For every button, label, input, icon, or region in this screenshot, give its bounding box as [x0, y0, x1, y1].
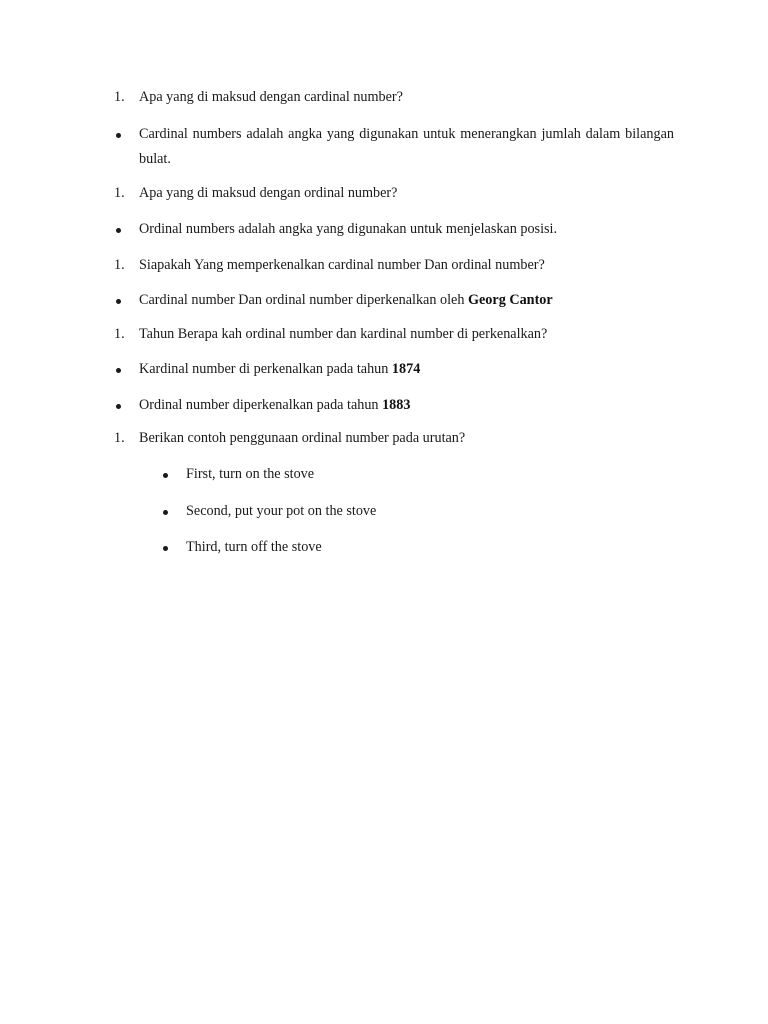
- bold-answer: 1883: [382, 397, 411, 413]
- sub-item-text: Second, put your pot on the stove: [186, 503, 377, 519]
- answer-text: Ordinal number diperkenalkan pada tahun 1883: [139, 397, 411, 413]
- sub-item-text: First, turn on the stove: [186, 466, 315, 482]
- list-number: 1.: [114, 326, 125, 342]
- answer-text: Cardinal numbers adalah angka yang digunakan untuk menerangkan jumlah dalam bilangan bulat.: [139, 126, 674, 167]
- sub-item-text: Third, turn off the stove: [186, 539, 322, 555]
- question-text: Tahun Berapa kah ordinal number dan kardinal number di perkenalkan?: [139, 326, 548, 342]
- answer-text: Cardinal number Dan ordinal number diperkenalkan oleh Georg Cantor: [139, 292, 553, 308]
- bullet-icon: [116, 299, 121, 304]
- bullet-icon: [116, 404, 121, 409]
- list-number: 1.: [114, 185, 125, 201]
- bullet-icon: [116, 228, 121, 233]
- bullet-icon: [116, 368, 121, 373]
- bullet-icon: [163, 546, 168, 551]
- bold-answer: Georg Cantor: [467, 292, 553, 308]
- list-number: 1.: [114, 257, 125, 273]
- bullet-icon: [163, 473, 168, 478]
- list-number: 1.: [114, 430, 125, 446]
- list-number: 1.: [114, 89, 125, 105]
- question-text: Apa yang di maksud dengan cardinal number?: [139, 89, 403, 105]
- answer-text: Kardinal number di perkenalkan pada tahun 1874: [139, 361, 421, 377]
- bullet-icon: [163, 510, 168, 515]
- question-text: Apa yang di maksud dengan ordinal number?: [139, 185, 398, 201]
- answer-text: Ordinal numbers adalah angka yang digunakan untuk menjelaskan posisi.: [139, 221, 558, 237]
- bullet-icon: [116, 133, 121, 138]
- question-text: Berikan contoh penggunaan ordinal number pada urutan?: [139, 430, 466, 446]
- question-text: Siapakah Yang memperkenalkan cardinal number Dan ordinal number?: [139, 257, 545, 273]
- bold-answer: 1874: [391, 361, 421, 377]
